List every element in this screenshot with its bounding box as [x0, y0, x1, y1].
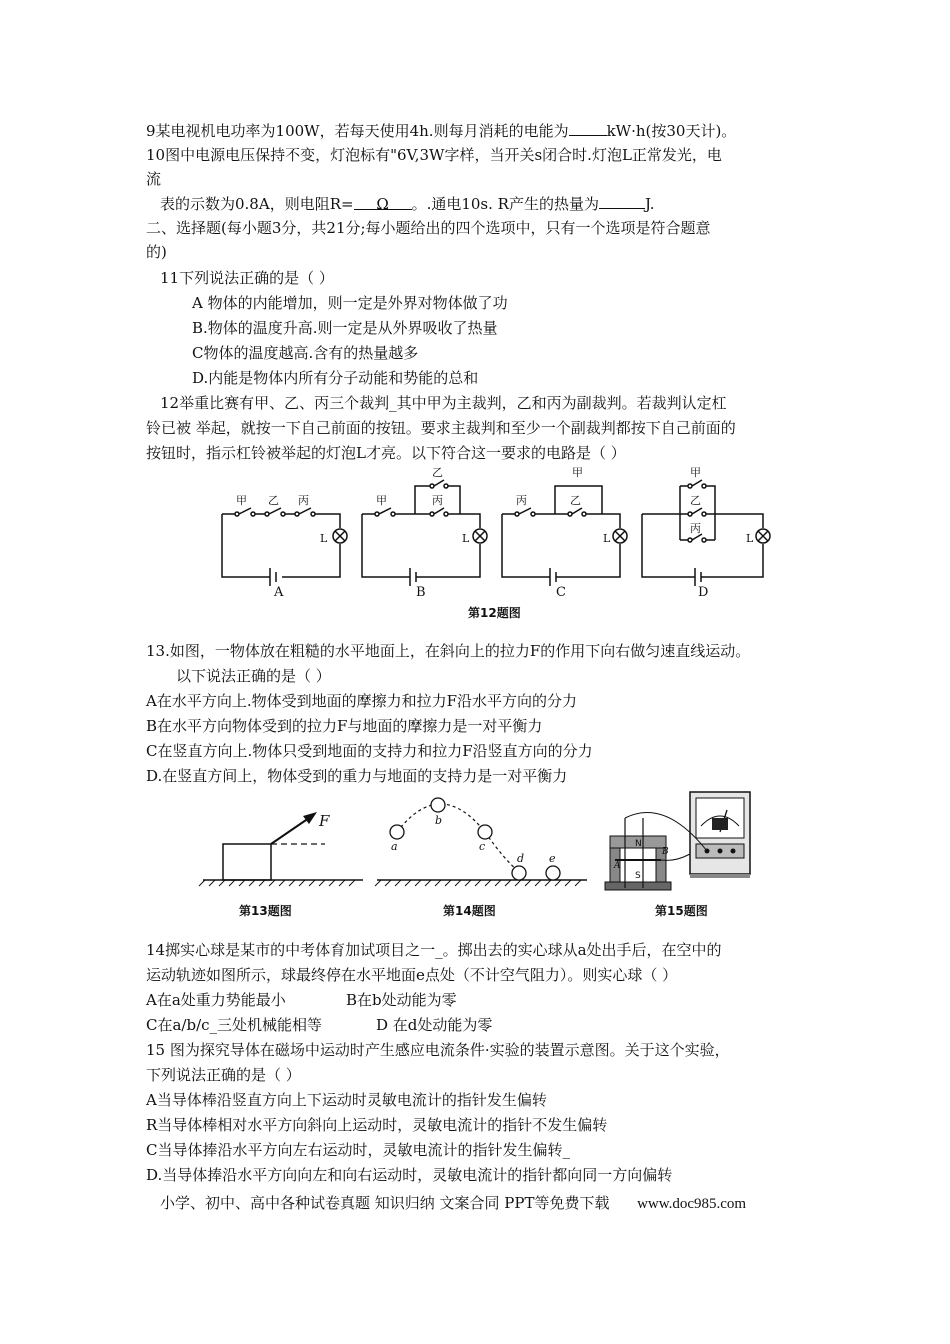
trajectory	[397, 804, 519, 872]
q12-line2: 铃已被 举起，就按一下自己前面的按钮。要求主裁判和至少一个副裁判都按下自己前面的	[146, 419, 736, 437]
block	[223, 844, 271, 880]
b-lamp-label: L	[462, 532, 470, 545]
q15-option-c: C当导体捧沿水平方向左右运动时，灵敏电流计的指针发生偏转_	[146, 1141, 570, 1159]
q12-circuit-figure	[210, 462, 780, 624]
point-d: d	[517, 852, 525, 865]
fig15	[605, 792, 750, 918]
d-lamp-label: L	[746, 532, 754, 545]
q10-line1: 10图中电源电压保持不变，灯泡标有"6V,3W字样，当开关s闭合时.灯泡L正常发光，电	[146, 146, 722, 164]
force-label: F	[319, 812, 330, 830]
point-b: b	[435, 814, 443, 827]
q15-option-a: A当导体棒沿竖直方向上下运动时灵敏电流计的指针发生偏转	[146, 1091, 547, 1109]
d-label-jia: 甲	[690, 466, 701, 479]
q15-option-d: D.当导体捧沿水平方向向左和向右运动时，灵敏电流计的指针都向同一方向偏转	[146, 1166, 673, 1184]
end-b: B	[662, 847, 669, 857]
q10-text-a: 表的示数为0.8A，则电阻R=	[160, 195, 354, 213]
footer-url[interactable]: www.doc985.com	[637, 1196, 747, 1212]
option-letter-b: B	[416, 585, 426, 600]
q13-option-a: A在水平方向上.物体受到地面的摩擦力和拉力F沿水平方向的分力	[146, 692, 578, 710]
point-e: e	[549, 852, 556, 865]
q11-option-c: C物体的温度越高.含有的热量越多	[192, 344, 419, 362]
q11-option-b: B.物体的温度升高.则一定是从外界吸收了热量	[192, 319, 498, 337]
option-letter-a: A	[274, 585, 284, 600]
a-label-yi: 乙	[268, 494, 279, 507]
q10-line2: 流	[146, 170, 162, 188]
a-lamp-label: L	[320, 532, 328, 545]
b-label-yi: 乙	[432, 466, 443, 479]
circuit-a	[222, 508, 347, 586]
q11-option-a: A 物体的内能增加，则一定是外界对物体做了功	[192, 294, 508, 312]
fig15-caption: 第15题图	[655, 904, 708, 918]
q9-blank	[569, 120, 607, 136]
q10-text-c: J.	[644, 195, 655, 213]
footer	[160, 1192, 746, 1213]
option-letter-d: D	[698, 585, 709, 600]
fig13-caption: 第13题图	[239, 904, 292, 918]
q13-option-d: D.在竖直方间上，物体受到的重力与地面的支持力是一对平衡力	[146, 767, 568, 785]
q10-blank-heat	[599, 193, 645, 209]
b-label-bing: 丙	[432, 494, 443, 507]
point-c: c	[479, 840, 486, 853]
figures-13-14-15	[195, 788, 765, 923]
b-label-jia: 甲	[376, 494, 387, 507]
d-label-yi: 乙	[690, 494, 701, 507]
d-label-bing: 丙	[690, 522, 701, 535]
point-a: a	[391, 840, 398, 853]
q10-unit: Ω	[376, 195, 389, 213]
q10-text-b: 。.通电10s. R产生的热量为	[411, 195, 599, 213]
q9-text-a: 9某电视机电功率为100W，若每天使用4h.则每月消耗的电能为	[146, 122, 569, 140]
c-label-jia: 甲	[572, 466, 583, 479]
q10-blank-r	[354, 194, 412, 213]
q15-line1: 15 图为探究导体在磁场中运动时产生感应电流条件·实验的装置示意图。关于这个实验，	[146, 1041, 730, 1059]
c-label-bing: 丙	[516, 494, 527, 507]
q13-line2: 以下说法正确的是（ ）	[176, 667, 331, 685]
pole-s: S	[635, 871, 641, 881]
q14-line1: 14掷实心球是某市的中考体育加试项目之一_。掷出去的实心球从a处出手后，在空中的	[146, 941, 722, 959]
q15-line2: 下列说法正确的是（ ）	[146, 1066, 301, 1084]
q9-text-b: kW·h(按30天计)。	[606, 122, 737, 140]
q13-option-c: C在竖直方向上.物体只受到地面的支持力和拉力F沿竖直方向的分力	[146, 742, 593, 760]
q13-option-b: B在水平方向物体受到的拉力F与地面的摩擦力是一对平衡力	[146, 717, 543, 735]
q14-option-d: D 在d处动能为零	[376, 1016, 493, 1034]
option-letter-c: C	[556, 585, 566, 600]
q14-option-c: C在a/b/c_三处机械能相等	[146, 1016, 323, 1034]
fig14-caption: 第14题图	[443, 904, 496, 918]
pole-n: N	[635, 839, 642, 849]
q14-option-a: A在a处重力势能最小	[146, 991, 286, 1009]
force-arrow	[271, 818, 309, 844]
q9-line	[146, 120, 736, 141]
fig13	[199, 812, 363, 918]
q11-option-d: D.内能是物体内所有分子动能和势能的总和	[192, 369, 479, 387]
q12-line3: 按钮时，指示杠铃被举起的灯泡L才亮。以下符合这一要求的电路是（ ）	[146, 444, 626, 462]
a-label-jia: 甲	[236, 494, 247, 507]
end-a: A	[614, 861, 621, 871]
section2-line1: 二、选择题(每小题3分，共21分;每小题给出的四个选项中，只有一个选项是符合题意	[146, 219, 711, 237]
q10-line3	[160, 193, 655, 214]
fig14	[375, 798, 587, 918]
q12-line1: 12举重比赛有甲、乙、丙三个裁判_其中甲为主裁判，乙和丙为副裁判。若裁判认定杠	[160, 394, 727, 412]
q13-line1: 13.如图，一物体放在粗糙的水平地面上，在斜向上的拉力F的作用下向右做匀速直线运动。	[146, 642, 751, 660]
section2-line2: 的)	[146, 243, 167, 261]
q11-stem: 11下列说法正确的是（ ）	[160, 269, 334, 287]
q12-caption: 第12题图	[468, 606, 521, 620]
footer-text: 小学、初中、高中各种试卷真题 知识归纳 文案合同 PPT等免费下载	[160, 1194, 610, 1212]
c-lamp-label: L	[603, 532, 611, 545]
q15-option-b: R当导体棒相对水平方向斜向上运动时，灵敏电流计的指针不发生偏转	[146, 1116, 608, 1134]
c-label-yi: 乙	[570, 494, 581, 507]
q14-option-b: B在b处动能为零	[346, 991, 457, 1009]
q14-line2: 运动轨迹如图所示，球最终停在水平地面e点处（不计空气阻力）。则实心球（ ）	[146, 966, 678, 984]
a-label-bing: 丙	[298, 494, 309, 507]
